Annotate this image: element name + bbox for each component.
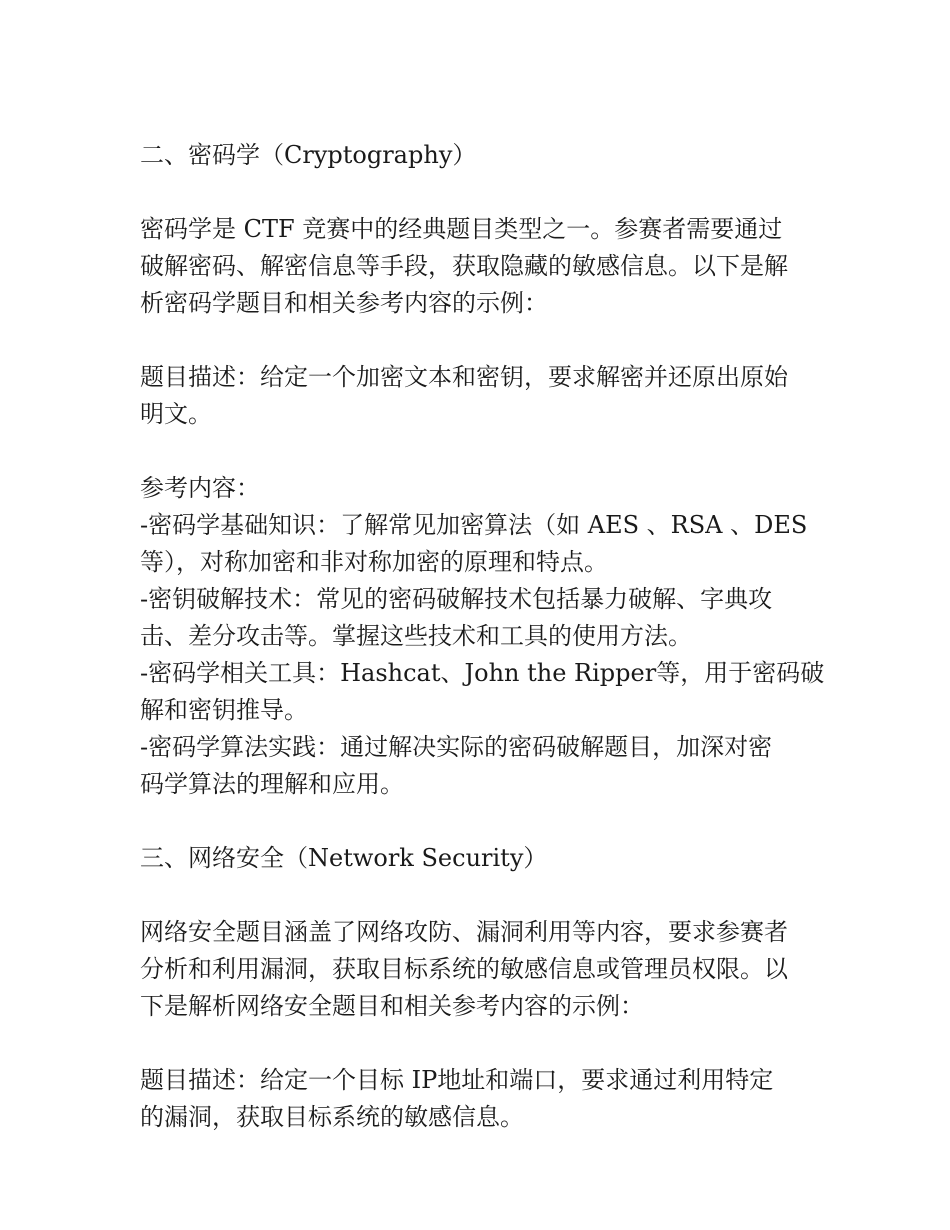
section-heading-cryptography: 二、密码学（Cryptography）: [140, 141, 477, 169]
text-line: 网络安全题目涵盖了网络攻防、漏洞利用等内容，要求参赛者: [140, 918, 788, 946]
list-item: -密码学算法实践：通过解决实际的密码破解题目，加深对密: [140, 733, 773, 761]
list-item: 等），对称加密和非对称加密的原理和特点。: [140, 548, 608, 576]
list-item: 击、差分攻击等。掌握这些技术和工具的使用方法。: [140, 622, 692, 650]
list-item: -密钥破解技术：常见的密码破解技术包括暴力破解、字典攻: [140, 585, 773, 613]
list-item: 码学算法的理解和应用。: [140, 770, 404, 798]
list-item: -密码学相关工具：Hashcat、John the Ripper等，用于密码破: [140, 659, 825, 687]
paragraph-spacer: [140, 433, 820, 470]
list-item: 解和密钥推导。: [140, 696, 308, 724]
paragraph-spacer: [140, 877, 820, 914]
text-line: 题目描述：给定一个加密文本和密钥，要求解密并还原出原始: [140, 363, 788, 391]
document-body: [140, 137, 825, 1136]
text-line: 密码学是 CTF 竞赛中的经典题目类型之一。参赛者需要通过: [140, 215, 783, 243]
cryptography-reference-list: [140, 470, 825, 803]
text-line: 析密码学题目和相关参考内容的示例：: [140, 289, 548, 317]
text-line: 分析和利用漏洞，获取目标系统的敏感信息或管理员权限。以: [140, 955, 788, 983]
text-line: 题目描述：给定一个目标 IP地址和端口，要求通过利用特定: [140, 1066, 774, 1094]
network-security-intro-paragraph: [140, 914, 820, 1025]
paragraph-spacer: [140, 322, 820, 359]
reference-heading: 参考内容：: [140, 474, 260, 502]
text-line: 的漏洞，获取目标系统的敏感信息。: [140, 1103, 524, 1131]
network-security-task-paragraph: [140, 1062, 820, 1136]
list-item: -密码学基础知识：了解常见加密算法（如 AES 、RSA 、DES: [140, 511, 808, 539]
cryptography-intro-paragraph: [140, 211, 820, 322]
paragraph-spacer: [140, 1025, 820, 1062]
paragraph-spacer: [140, 803, 820, 840]
text-line: 破解密码、解密信息等手段，获取隐藏的敏感信息。以下是解: [140, 252, 788, 280]
text-line: 下是解析网络安全题目和相关参考内容的示例：: [140, 992, 644, 1020]
cryptography-task-paragraph: [140, 359, 820, 433]
text-line: 明文。: [140, 400, 212, 428]
paragraph-spacer: [140, 174, 820, 211]
section-heading-network-security: 三、网络安全（Network Security）: [140, 844, 548, 872]
